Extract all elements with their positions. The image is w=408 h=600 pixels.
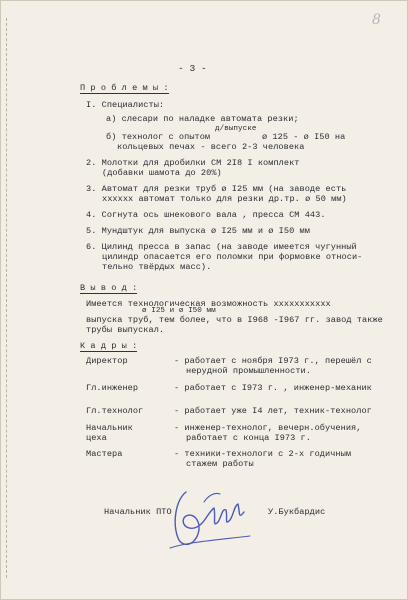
problem-1b-insertion: д/выпуске	[215, 125, 257, 133]
problem-4: 4. Согнута ось шнекового вала , пресса СМ 443.	[86, 210, 326, 220]
problem-1b-end: ø 125 - ø I50 на	[262, 132, 346, 142]
staff-masters-text1: - техники-технологи с 2-х годичным	[174, 449, 352, 459]
staff-director-text1: - работает с ноября I973 г., перешёл с	[174, 356, 372, 366]
problem-2-line2: (добавки шамота до 20%)	[102, 168, 222, 178]
staff-shop-head-text1: - инженер-технолог, вечерн.обучения,	[174, 423, 362, 433]
problem-1b-cont: кольцевых печах - всего 2-3 человека	[117, 142, 305, 152]
problem-5: 5. Мундштук для выпуска ø I25 мм и ø I50 мм	[86, 226, 310, 236]
problem-3-line1: 3. Автомат для резки труб ø I25 мм (на заводе есть	[86, 184, 347, 194]
staff-chief-engineer-label: Гл.инженер	[86, 383, 139, 393]
problem-2-line1: 2. Молотки для дробилки СМ 2I8 I комплект	[86, 158, 300, 168]
staff-shop-head-label2: цеха	[86, 433, 107, 443]
conclusion-line3: трубы выпускал.	[86, 325, 165, 335]
problem-6-line2: цилиндр опасается его поломки при формовке относи-	[102, 252, 363, 262]
staff-shop-head-text2: работает с конца I973 г.	[186, 433, 311, 443]
staff-chief-technologist-label: Гл.технолог	[86, 406, 144, 416]
handwritten-signature	[164, 482, 254, 554]
signature-name: У.Букбардис	[268, 507, 326, 517]
conclusion-heading: В ы в о д :	[80, 283, 138, 293]
conclusion-line1: Имеется технологическая возможность ххххххххххх	[86, 299, 331, 309]
staff-masters-text2: стажем работы	[186, 459, 254, 469]
problem-3-line2: хххххх автомат только для резки др.тр. ø 50 мм)	[102, 194, 347, 204]
problem-1b-start: б) технолог с опытом	[106, 132, 211, 142]
staff-masters-label: Мастера	[86, 449, 123, 459]
staff-chief-technologist-text: - работает уже I4 лет, техник-технолог	[174, 406, 372, 416]
problem-1a: а) слесари по наладке автомата резки;	[106, 114, 299, 124]
problem-1-label: I. Специалисты:	[86, 100, 165, 110]
signature-title: Начальник ПТО	[104, 507, 172, 517]
staff-director-text2: нерудной промышленности.	[186, 366, 311, 376]
conclusion-insertion: ø I25 и ø I50 мм	[142, 307, 216, 315]
staff-director-label: Директор	[86, 356, 128, 366]
conclusion-line2: выпуска труб, тем более, что в I968 -I967 гг. завод также	[86, 315, 383, 325]
problems-heading: П р о б л е м ы :	[80, 83, 169, 93]
page-number: - 3 -	[178, 63, 207, 74]
staff-chief-engineer-text: - работает с I973 г. , инженер-механик	[174, 383, 372, 393]
staff-shop-head-label1: Начальник	[86, 423, 133, 433]
binding-holes	[6, 18, 8, 578]
problem-6-line1: 6. Цилинд пресса в запас (на заводе имеется чугунный	[86, 242, 357, 252]
handwritten-sheet-number: 8	[372, 12, 381, 28]
staff-heading: К а д р ы :	[80, 341, 138, 351]
problem-6-line3: тельно твёрдых масс).	[102, 262, 212, 272]
